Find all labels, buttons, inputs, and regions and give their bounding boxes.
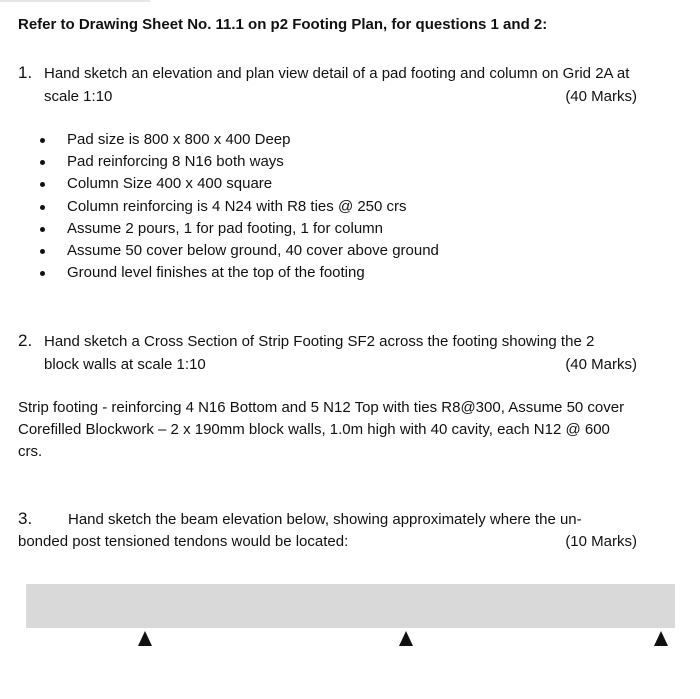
top-divider xyxy=(0,0,150,2)
question-2-detail-line-3: crs. xyxy=(18,443,43,460)
question-3-line-2: bonded post tensioned tendons would be located: xyxy=(18,533,349,550)
support-triangle-icon xyxy=(654,631,668,646)
question-2-detail-line-1: Strip footing - reinforcing 4 N16 Bottom and 5 N12 Top with ties R8@300, Assume 50 cover xyxy=(18,399,625,416)
bullet-icon xyxy=(40,271,45,276)
list-item: Column Size 400 x 400 square xyxy=(36,173,439,195)
bullet-icon xyxy=(40,249,45,254)
question-1-line-1 xyxy=(18,62,629,85)
question-1-bullet-list xyxy=(36,129,439,284)
bullet-icon xyxy=(40,160,45,165)
question-2-marks: (40 Marks) xyxy=(565,356,637,373)
list-item: Ground level finishes at the top of the footing xyxy=(36,262,439,284)
bullet-icon xyxy=(40,138,45,143)
question-1-text: Hand sketch an elevation and plan view detail of a pad footing and column on Grid 2A at xyxy=(44,65,630,82)
question-2-line-2: block walls at scale 1:10 xyxy=(44,356,206,373)
question-3-number: 3. xyxy=(18,509,33,528)
question-2-number: 2. xyxy=(18,331,33,350)
bullet-icon xyxy=(40,227,45,232)
beam-elevation xyxy=(26,584,675,628)
bullet-icon xyxy=(40,182,45,187)
question-1-line-2: scale 1:10 xyxy=(44,88,113,105)
question-3-text: Hand sketch the beam elevation below, showing approximately where the un- xyxy=(68,511,582,528)
list-item: Column reinforcing is 4 N24 with R8 ties @ 250 crs xyxy=(36,196,439,218)
list-item: Assume 2 pours, 1 for pad footing, 1 for column xyxy=(36,218,439,240)
support-triangle-icon xyxy=(138,631,152,646)
question-2-text: Hand sketch a Cross Section of Strip Footing SF2 across the footing showing the 2 xyxy=(44,333,595,350)
question-2-detail-line-2: Corefilled Blockwork – 2 x 190mm block walls, 1.0m high with 40 cavity, each N12 @ 600 xyxy=(18,421,610,438)
question-2-line-1 xyxy=(18,330,594,353)
page-heading: Refer to Drawing Sheet No. 11.1 on p2 Footing Plan, for questions 1 and 2: xyxy=(18,16,548,33)
list-item: Pad size is 800 x 800 x 400 Deep xyxy=(36,129,439,151)
question-1-number: 1. xyxy=(18,63,33,82)
list-item: Pad reinforcing 8 N16 both ways xyxy=(36,151,439,173)
bullet-icon xyxy=(40,205,45,210)
question-3-line-1 xyxy=(18,508,582,531)
list-item: Assume 50 cover below ground, 40 cover above ground xyxy=(36,240,439,262)
support-triangle-icon xyxy=(399,631,413,646)
question-1-marks: (40 Marks) xyxy=(565,88,637,105)
question-3-marks: (10 Marks) xyxy=(565,533,637,550)
